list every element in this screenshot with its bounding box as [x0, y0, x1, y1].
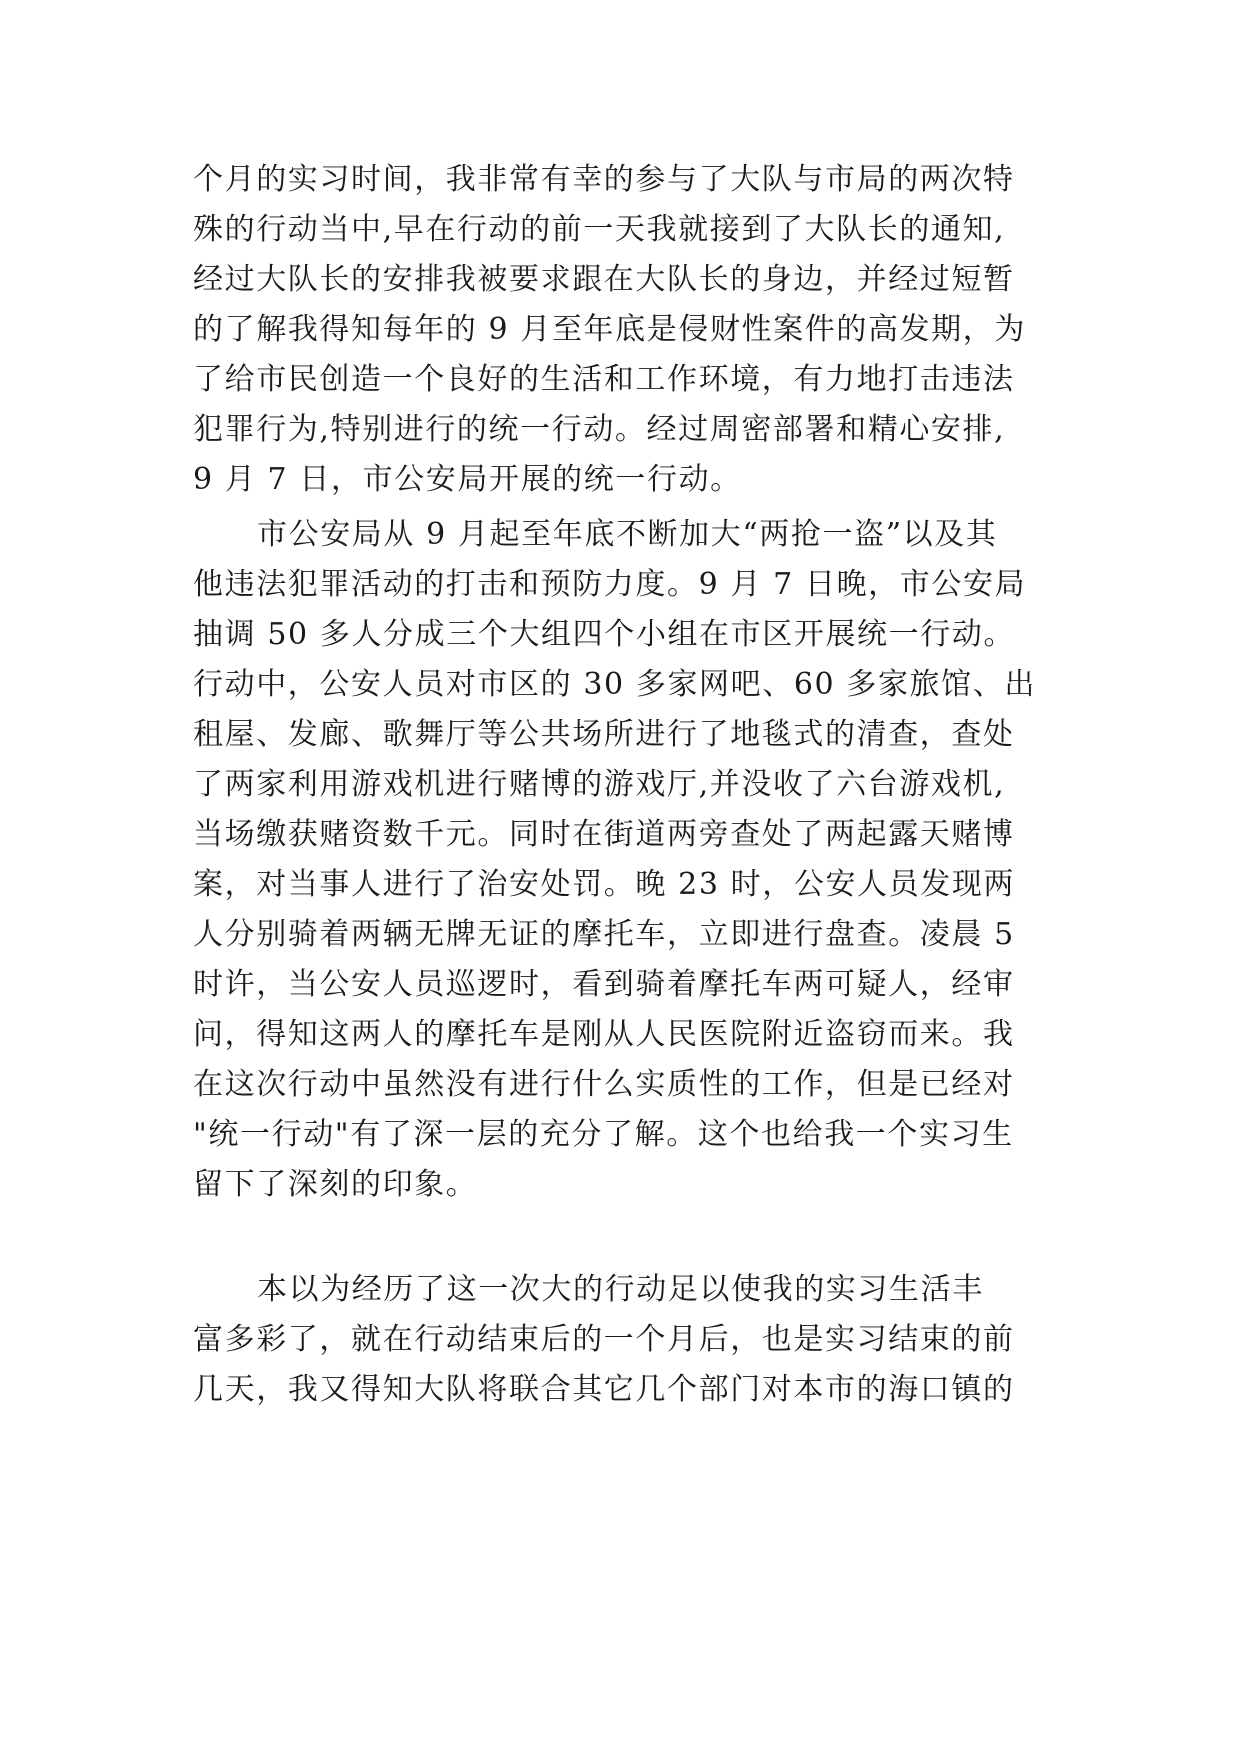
- text-line: 问，得知这两人的摩托车是刚从人民医院附近盗窃而来。我: [193, 1017, 1015, 1052]
- document-body: [193, 155, 1093, 1420]
- text-line: 留下了深刻的印象。: [193, 1167, 478, 1202]
- text-line: 几天，我又得知大队将联合其它几个部门对本市的海口镇的: [193, 1372, 1015, 1407]
- text-line: 了两家利用游戏机进行赌博的游戏厅,并没收了六台游戏机,: [193, 767, 1006, 802]
- paragraph-2: [193, 510, 1093, 1260]
- text-line: 行动中，公安人员对市区的 30 多家网吧、60 多家旅馆、出: [193, 667, 1036, 702]
- paragraph-1: [193, 155, 1093, 505]
- text-line: 的了解我得知每年的 9 月至年底是侵财性案件的高发期，为: [193, 312, 1026, 347]
- text-line: 经过大队长的安排我被要求跟在大队长的身边，并经过短暂: [193, 262, 1015, 297]
- text-line: 在这次行动中虽然没有进行什么实质性的工作，但是已经对: [193, 1067, 1015, 1102]
- text-line: 案，对当事人进行了治安处罚。晚 23 时，公安人员发现两: [193, 867, 1016, 902]
- text-line: 殊的行动当中,早在行动的前一天我就接到了大队长的通知,: [193, 212, 1006, 247]
- paragraph-3: [193, 1265, 1093, 1415]
- text-line: 他违法犯罪活动的打击和预防力度。9 月 7 日晚，市公安局: [193, 567, 1027, 602]
- text-line: "统一行动"有了深一层的充分了解。这个也给我一个实习生: [193, 1117, 1014, 1152]
- text-line: 当场缴获赌资数千元。同时在街道两旁查处了两起露天赌博: [193, 817, 1015, 852]
- text-line: [193, 1210, 1093, 1260]
- text-line: 时许，当公安人员巡逻时，看到骑着摩托车两可疑人，经审: [193, 967, 1015, 1002]
- text-line: 富多彩了，就在行动结束后的一个月后，也是实习结束的前: [193, 1322, 1015, 1357]
- text-line: 9 月 7 日，市公安局开展的统一行动。: [193, 462, 742, 497]
- text-line: 市公安局从 9 月起至年底不断加大“两抢一盗”以及其: [257, 517, 998, 552]
- text-line: 本以为经历了这一次大的行动足以使我的实习生活丰: [257, 1272, 984, 1307]
- text-line: 犯罪行为,特别进行的统一行动。经过周密部署和精心安排,: [193, 412, 1006, 447]
- text-line: 租屋、发廊、歌舞厅等公共场所进行了地毯式的清查，查处: [193, 717, 1015, 752]
- text-line: 人分别骑着两辆无牌无证的摩托车，立即进行盘查。凌晨 5: [193, 917, 1015, 952]
- text-line: 了给市民创造一个良好的生活和工作环境，有力地打击违法: [193, 362, 1015, 397]
- text-line: 抽调 50 多人分成三个大组四个小组在市区开展统一行动。: [193, 617, 1016, 652]
- text-line: 个月的实习时间，我非常有幸的参与了大队与市局的两次特: [193, 162, 1015, 197]
